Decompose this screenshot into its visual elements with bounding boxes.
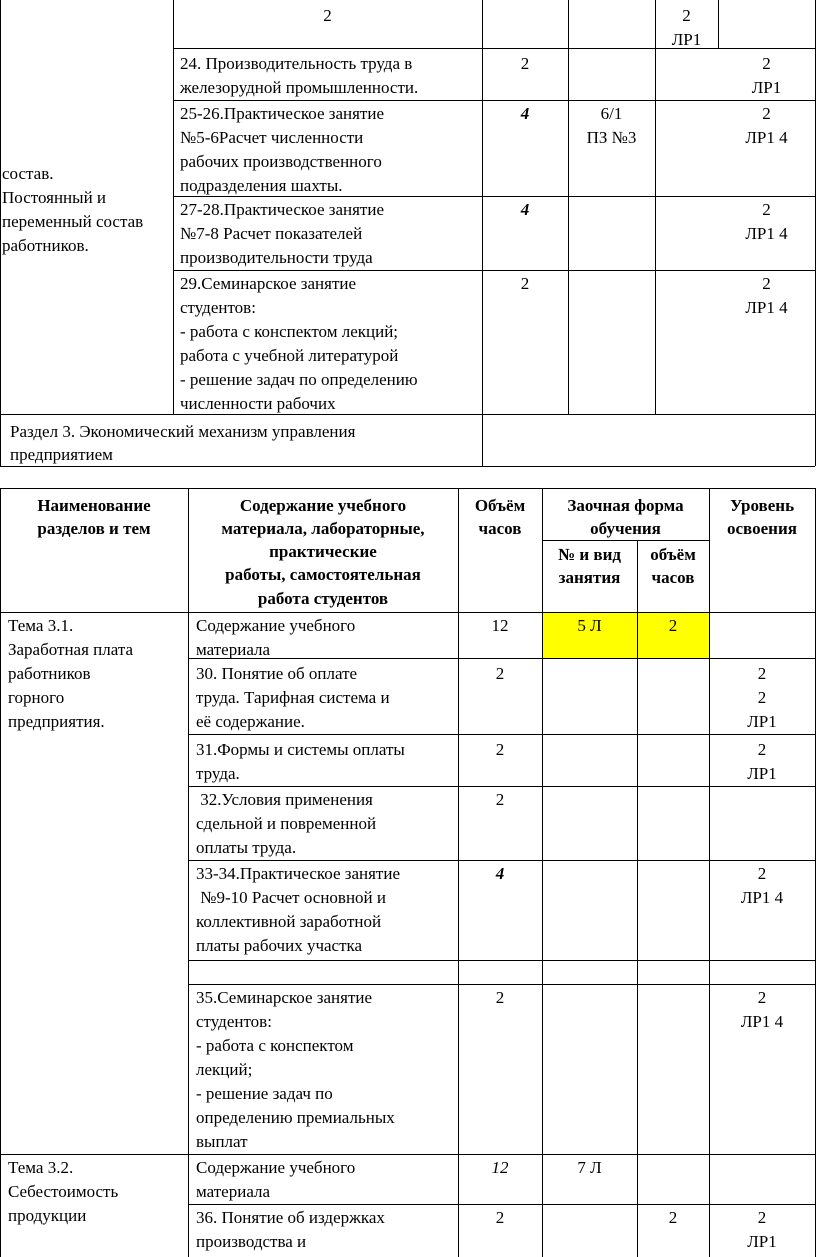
grid-line [655,0,656,414]
level-line: 2 [757,740,767,759]
content-line: труда. [196,764,240,783]
zf-type-line: ПЗ №3 [586,128,637,147]
grid-line [542,540,709,541]
content-line: 24. Производительность труда в [180,54,413,73]
grid-line [0,612,815,613]
header-zf-vol: часов [651,568,695,587]
content-line: железорудной промышленности. [180,78,419,97]
grid-line [0,488,1,1257]
grid-line [188,1204,815,1205]
topic-line: переменный состав [2,212,144,231]
grid-line [0,414,815,415]
content-line: производительности труда [180,248,373,267]
content-line: 25-26.Практическое занятие [180,104,385,123]
content-line: материала [196,1182,271,1201]
section-title: предприятием [10,445,113,464]
content-line: рабочих производственного [180,152,382,171]
hours-cell: 2 [495,1208,505,1227]
header-level: Уровень [729,496,795,515]
header-zf-vol: объём [650,545,696,564]
topic-line: работников [8,664,91,683]
content-line: №7-8 Расчет показателей [180,224,363,243]
header-name: Наименование [37,496,151,515]
level-line: ЛР1 4 [745,224,788,243]
zf-num-cell: 5 Л [577,616,602,635]
grid-line [0,488,815,489]
content-line: выплат [196,1132,248,1151]
content-line: - решение задач по [196,1084,333,1103]
grid-line [542,488,543,1257]
grid-line [173,0,174,414]
level-line: ЛР1 [747,764,777,783]
hours-cell: 2 [495,790,505,809]
zf-num-cell: 7 Л [577,1158,602,1177]
header-content: работа студентов [257,589,389,608]
topic-line: Тема 3.2. [8,1158,74,1177]
level-line: ЛР1 4 [740,888,784,907]
level-line: ЛР1 4 [740,1012,784,1031]
header-hours: часов [478,519,522,538]
topic-line: Себестоимость [8,1182,119,1201]
content-line: 36. Понятие об издержках [196,1208,385,1227]
content-line: 33-34.Практическое занятие [196,864,401,883]
content-line: сдельной и повременной [196,814,377,833]
hours-cell: 2 [495,740,505,759]
content-line: оплаты труда. [196,838,297,857]
hours-cell: 4 [495,864,505,883]
grid-line [0,0,1,466]
header-content: практические [269,542,377,561]
content-line: студентов: [196,1012,272,1031]
zf-vol-cell: 2 [668,1208,678,1227]
level-line: 2 [762,274,771,293]
grid-line [173,100,815,101]
topic-line: Постоянный и [2,188,107,207]
hours-cell: 2 [520,54,530,73]
header-content: материала, лабораторные, [221,519,425,538]
content-line: 35.Семинарское занятие [196,988,373,1007]
level-line: ЛР1 4 [745,128,788,147]
grid-line [568,0,569,414]
level-line: 2 [757,664,767,683]
header-content: работы, самостоятельная [225,565,421,584]
content-line: - работа с конспектом лекций; [180,322,399,341]
content-line: численности рабочих [180,394,336,413]
content-line: её содержание. [196,712,305,731]
hours-cell: 2 [520,274,530,293]
grid-line [718,0,719,48]
content-line: Содержание учебного [196,1158,356,1177]
level-line: ЛР1 [747,712,777,731]
grid-line [0,1154,815,1155]
level-line: 2 [757,864,767,883]
grid-line [637,540,638,1257]
hours-cell: 2 [495,664,505,683]
level-line: ЛР1 [671,30,702,49]
header-zf-num: занятия [558,568,621,587]
section-title: Раздел 3. Экономический механизм управления [10,422,356,441]
level-line: 2 [762,200,771,219]
content-line: №9-10 Расчет основной и [196,888,386,907]
level-line: ЛР1 [751,78,782,97]
content-line: лекций; [196,1060,253,1079]
grid-line [173,270,815,271]
content-line: определению премиальных [196,1108,395,1127]
content-line: Содержание учебного [196,616,356,635]
content-line: студентов: [180,298,256,317]
topic-line: предприятия. [8,712,105,731]
header-zf: обучения [590,519,661,538]
header-hours: Объём [474,496,526,515]
content-line: 32.Условия применения [196,790,373,809]
header-content: Содержание учебного [239,496,407,515]
hours-cell: 4 [520,104,530,123]
header-name: разделов и тем [37,519,151,538]
topic-line: работников. [2,236,89,255]
level-line: 2 [757,688,767,707]
content-line: 29.Семинарское занятие [180,274,357,293]
hours-cell: 4 [520,200,530,219]
content-line: - работа с конспектом [196,1036,354,1055]
level-line: 2 [757,1208,767,1227]
topic-line: Заработная плата [8,640,134,659]
grid-line [0,466,815,467]
level-line: ЛР1 4 [745,298,788,317]
zf-vol-cell: 2 [668,616,678,635]
header-zf: Заочная форма [567,496,684,515]
grid-line [188,734,815,735]
level-line: 2 [762,54,771,73]
grid-line [188,658,815,659]
topic-line: Тема 3.1. [8,616,74,635]
level-line: 2 [682,6,691,25]
content-line: платы рабочих участка [196,936,363,955]
topic-line: продукции [8,1206,87,1225]
content-line: работа с учебной литературой [180,346,399,365]
hours-cell: 12 [491,616,509,635]
content-line: - решение задач по определению [180,370,418,389]
content-line: 27-28.Практическое занятие [180,200,385,219]
topic-line: горного [8,688,65,707]
content-line: производства и [196,1232,307,1251]
level-line: 2 [762,104,771,123]
hours-cell: 2 [495,988,505,1007]
content-line: подразделения шахты. [180,176,343,195]
hours-cell: 2 [323,6,332,25]
header-zf-num: № и вид [558,545,621,564]
topic-line: состав. [2,164,54,183]
content-line: 30. Понятие об оплате [196,664,358,683]
level-line: ЛР1 [747,1232,777,1251]
content-line: материала [196,640,271,659]
grid-line [188,860,815,861]
grid-line [188,786,815,787]
grid-line [188,960,815,961]
content-line: труда. Тарифная система и [196,688,390,707]
content-line: 31.Формы и системы оплаты [196,740,405,759]
header-level: освоения [727,519,797,538]
level-line: 2 [757,988,767,1007]
hours-cell: 12 [491,1158,509,1177]
grid-line [173,48,815,49]
content-line: коллективной заработной [196,912,382,931]
content-line: №5-6Расчет численности [180,128,364,147]
zf-type-line: 6/1 [600,104,623,123]
grid-line [188,984,815,985]
